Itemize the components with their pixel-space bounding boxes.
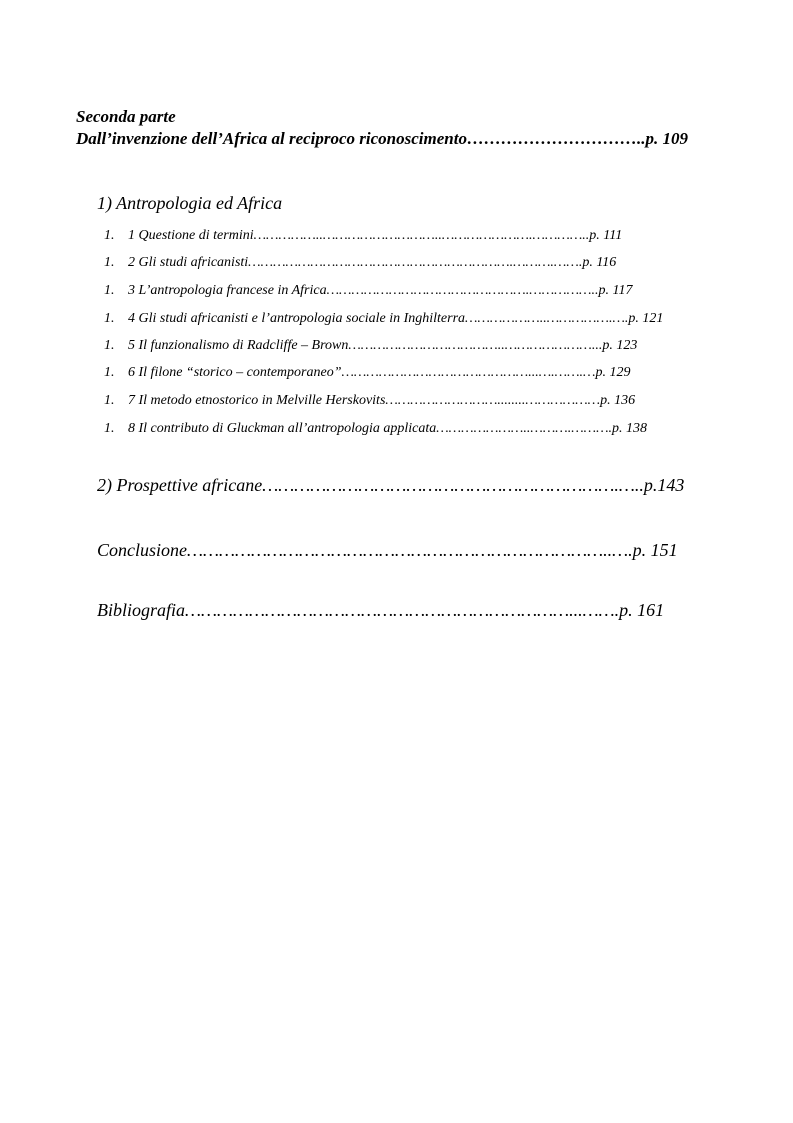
section-number: 1.	[104, 338, 115, 353]
section-text: 4 Gli studi africanisti e l’antropologia sociale in Inghilterra………………..…………….….p. 121	[128, 311, 664, 326]
section-number: 1.	[104, 311, 115, 326]
section-number: 1.	[104, 228, 115, 243]
toc-section-entry	[104, 422, 647, 436]
part-subtitle-entry: Dall’invenzione dell’Africa al reciproco riconoscimento…………………………..p. 109	[76, 129, 688, 148]
chapter-1-heading: 1) Antropologia ed Africa	[97, 193, 283, 213]
toc-section-entry	[104, 256, 616, 270]
section-number: 1.	[104, 255, 115, 270]
section-number: 1.	[104, 365, 115, 380]
section-text: 3 L’antropologia francese in Africa………………………………………….……………..p. 117	[128, 283, 633, 298]
conclusione-entry: Conclusione……………………………………………………………………..….p. 151	[97, 540, 678, 560]
toc-section-entry	[104, 394, 635, 408]
toc-section-entry	[104, 366, 631, 380]
toc-section-entry	[104, 339, 637, 353]
section-text: 8 Il contributo di Gluckman all’antropologia applicata…………………..……….……….p. 138	[128, 421, 648, 436]
section-number: 1.	[104, 393, 115, 408]
section-number: 1.	[104, 283, 115, 298]
bibliografia-entry: Bibliografia………………………………………………………………...…….p. 161	[97, 600, 665, 620]
section-text: 2 Gli studi africanisti……………………………………………………….……….…….p. 116	[128, 255, 617, 270]
part-title: Seconda parte	[76, 107, 176, 126]
chapter-2-entry: 2) Prospettive africane………………………………………………………….…..p.143	[97, 475, 685, 495]
section-text: 5 Il funzionalismo di Radcliffe – Brown………………………………..…………………...p. 123	[128, 338, 638, 353]
section-text: 1 Questione di termini……………..………………………..………………….…………..p. 111	[128, 228, 623, 243]
section-text: 7 Il metodo etnostorico in Melville Herskovits………………………........………………p. 136	[128, 393, 636, 408]
toc-section-entry	[104, 284, 632, 298]
section-number: 1.	[104, 421, 115, 436]
toc-section-entry	[104, 229, 622, 243]
section-text: 6 Il filone “storico – contemporaneo”………………………………………...….…….…p. 129	[128, 365, 631, 380]
toc-section-entry	[104, 312, 663, 326]
